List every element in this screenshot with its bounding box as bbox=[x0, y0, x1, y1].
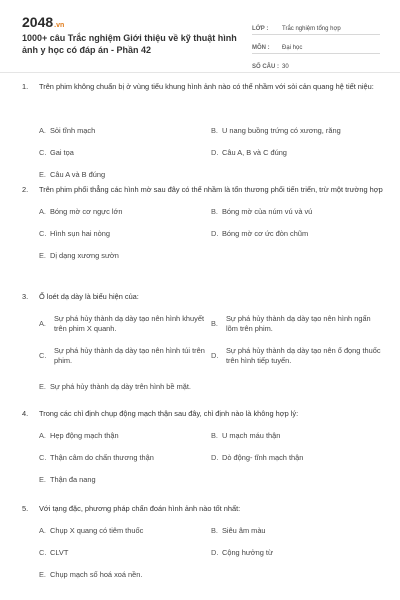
question-text: Trên phim không chuẩn bị ở vùng tiểu khung hình ảnh nào có thể nhầm với sỏi cản quang hệ tiết niệu: bbox=[39, 82, 374, 91]
option-e[interactable] bbox=[39, 170, 209, 180]
option-a[interactable] bbox=[39, 526, 209, 536]
option-letter: A. bbox=[39, 526, 46, 535]
option-text: Câu A, B và C đúng bbox=[222, 148, 287, 157]
option-d[interactable] bbox=[211, 453, 381, 463]
question-text: Trong các chỉ định chụp động mạch thận sau đây, chỉ định nào là không hợp lý: bbox=[39, 409, 299, 418]
option-letter: D. bbox=[211, 453, 219, 462]
question-number: 3. bbox=[22, 292, 29, 301]
meta-key: LỚP : bbox=[252, 26, 269, 32]
question-number: 2. bbox=[22, 185, 29, 194]
meta-value: Đại học bbox=[282, 45, 303, 51]
option-text: Sự phá hủy thành dạ dày tạo nên hình ngấn lõm trên phim. bbox=[226, 314, 371, 333]
option-a[interactable] bbox=[39, 431, 209, 441]
question-2 bbox=[22, 184, 392, 275]
question-5 bbox=[22, 503, 392, 594]
option-b[interactable] bbox=[211, 314, 381, 334]
option-b[interactable] bbox=[211, 526, 381, 536]
page-header bbox=[0, 0, 400, 78]
option-text: Thận đa nang bbox=[50, 475, 96, 484]
option-text: Bóng mờ cơ ngực lớn bbox=[50, 207, 123, 216]
option-letter: E. bbox=[39, 475, 46, 484]
question-text: Ổ loét dạ dày là biểu hiện của: bbox=[39, 292, 139, 301]
question-number: 4. bbox=[22, 409, 29, 418]
option-a[interactable] bbox=[39, 314, 209, 334]
option-letter: E. bbox=[39, 382, 46, 391]
option-letter: A. bbox=[39, 319, 46, 328]
meta-table bbox=[252, 16, 380, 73]
logo-main: 2048 bbox=[22, 14, 54, 30]
option-text: CLVT bbox=[50, 548, 69, 557]
option-letter: A. bbox=[39, 126, 46, 135]
option-letter: B. bbox=[211, 319, 218, 328]
option-text: Sỏi tĩnh mạch bbox=[50, 126, 96, 135]
meta-value: 30 bbox=[282, 64, 289, 70]
option-text: Dị dạng xương sườn bbox=[50, 251, 119, 260]
option-letter: B. bbox=[211, 126, 218, 135]
meta-row-class bbox=[252, 16, 380, 35]
option-text: Hình sụn hai nòng bbox=[50, 229, 110, 238]
option-e[interactable] bbox=[39, 570, 209, 580]
question-text: Với tạng đặc, phương pháp chẩn đoán hình ảnh nào tốt nhất: bbox=[39, 504, 241, 513]
option-text: Sự phá hủy thành dạ dày tạo nên hình túi trên phim. bbox=[54, 346, 205, 365]
option-letter: C. bbox=[39, 453, 47, 462]
option-list bbox=[39, 92, 392, 179]
option-text: Dò động- tĩnh mạch thận bbox=[222, 453, 304, 462]
option-e[interactable] bbox=[39, 251, 209, 261]
option-letter: B. bbox=[211, 207, 218, 216]
option-text: Bóng mờ cơ ức đòn chũm bbox=[222, 229, 309, 238]
option-c[interactable] bbox=[39, 453, 209, 463]
option-letter: D. bbox=[211, 548, 219, 557]
option-letter: D. bbox=[211, 148, 219, 157]
meta-key: SỐ CÂU : bbox=[252, 64, 279, 70]
option-letter: A. bbox=[39, 431, 46, 440]
header-divider bbox=[0, 72, 400, 73]
option-text: Chụp mạch số hoá xoá nền. bbox=[50, 570, 143, 579]
option-letter: E. bbox=[39, 251, 46, 260]
option-b[interactable] bbox=[211, 207, 381, 217]
option-letter: B. bbox=[211, 526, 218, 535]
option-text: Sự phá hủy thành dạ dày trên hình bề mặt. bbox=[50, 382, 191, 391]
option-list bbox=[39, 419, 392, 499]
question-4 bbox=[22, 408, 392, 499]
option-letter: C. bbox=[39, 351, 47, 360]
option-text: Cộng hưởng từ bbox=[222, 548, 273, 557]
option-letter: C. bbox=[39, 229, 47, 238]
meta-value: Trắc nghiệm tổng hợp bbox=[282, 26, 341, 32]
option-text: Siêu âm màu bbox=[222, 526, 266, 535]
logo-suffix: .vn bbox=[54, 22, 65, 29]
option-a[interactable] bbox=[39, 126, 209, 136]
option-text: Sự phá hủy thành dạ dày tạo nên ổ đọng thuốc trên hình tiếp tuyến. bbox=[226, 346, 381, 365]
option-c[interactable] bbox=[39, 148, 209, 158]
option-b[interactable] bbox=[211, 431, 381, 441]
option-letter: D. bbox=[211, 351, 219, 360]
option-c[interactable] bbox=[39, 346, 209, 366]
option-text: Thận câm do chấn thương thận bbox=[50, 453, 154, 462]
option-text: Gai tọa bbox=[50, 148, 74, 157]
meta-row-count bbox=[252, 54, 380, 73]
option-e[interactable] bbox=[39, 382, 339, 392]
option-letter: B. bbox=[211, 431, 218, 440]
option-letter: C. bbox=[39, 148, 47, 157]
option-letter: E. bbox=[39, 570, 46, 579]
option-text: U mạch máu thận bbox=[222, 431, 281, 440]
option-d[interactable] bbox=[211, 229, 381, 239]
option-text: U nang buồng trứng có xương, răng bbox=[222, 126, 341, 135]
option-d[interactable] bbox=[211, 548, 381, 558]
option-b[interactable] bbox=[211, 126, 381, 136]
site-logo[interactable] bbox=[22, 14, 64, 30]
option-text: Sự phá hủy thành dạ dày tạo nên hình khuyết trên phim X quanh. bbox=[54, 314, 204, 333]
option-letter: E. bbox=[39, 170, 46, 179]
option-text: Câu A và B đúng bbox=[50, 170, 106, 179]
option-d[interactable] bbox=[211, 148, 381, 158]
meta-row-subject bbox=[252, 35, 380, 54]
document-title: 1000+ câu Trắc nghiệm Giới thiệu về kỹ thuật hình ảnh y học có đáp án - Phần 42 bbox=[22, 33, 237, 55]
option-text: Hẹp động mạch thận bbox=[50, 431, 119, 440]
question-text: Trên phim phổi thẳng các hình mờ sau đây có thể nhầm là tổn thương phổi tiến triển, trừ một trường hợp bbox=[39, 185, 383, 194]
option-letter: D. bbox=[211, 229, 219, 238]
option-c[interactable] bbox=[39, 229, 209, 239]
option-letter: A. bbox=[39, 207, 46, 216]
question-3 bbox=[22, 291, 392, 392]
option-list bbox=[39, 514, 392, 594]
option-text: Chụp X quang có tiêm thuốc bbox=[50, 526, 144, 535]
question-number: 1. bbox=[22, 82, 29, 91]
option-list bbox=[39, 302, 392, 392]
meta-key: MÔN : bbox=[252, 45, 270, 51]
option-c[interactable] bbox=[39, 548, 209, 558]
option-d[interactable] bbox=[211, 346, 381, 366]
question-number: 5. bbox=[22, 504, 29, 513]
question-1 bbox=[22, 81, 392, 179]
option-letter: C. bbox=[39, 548, 47, 557]
option-text: Bóng mờ của núm vú và vú bbox=[222, 207, 313, 216]
option-list bbox=[39, 195, 392, 275]
option-e[interactable] bbox=[39, 475, 209, 485]
option-a[interactable] bbox=[39, 207, 209, 217]
